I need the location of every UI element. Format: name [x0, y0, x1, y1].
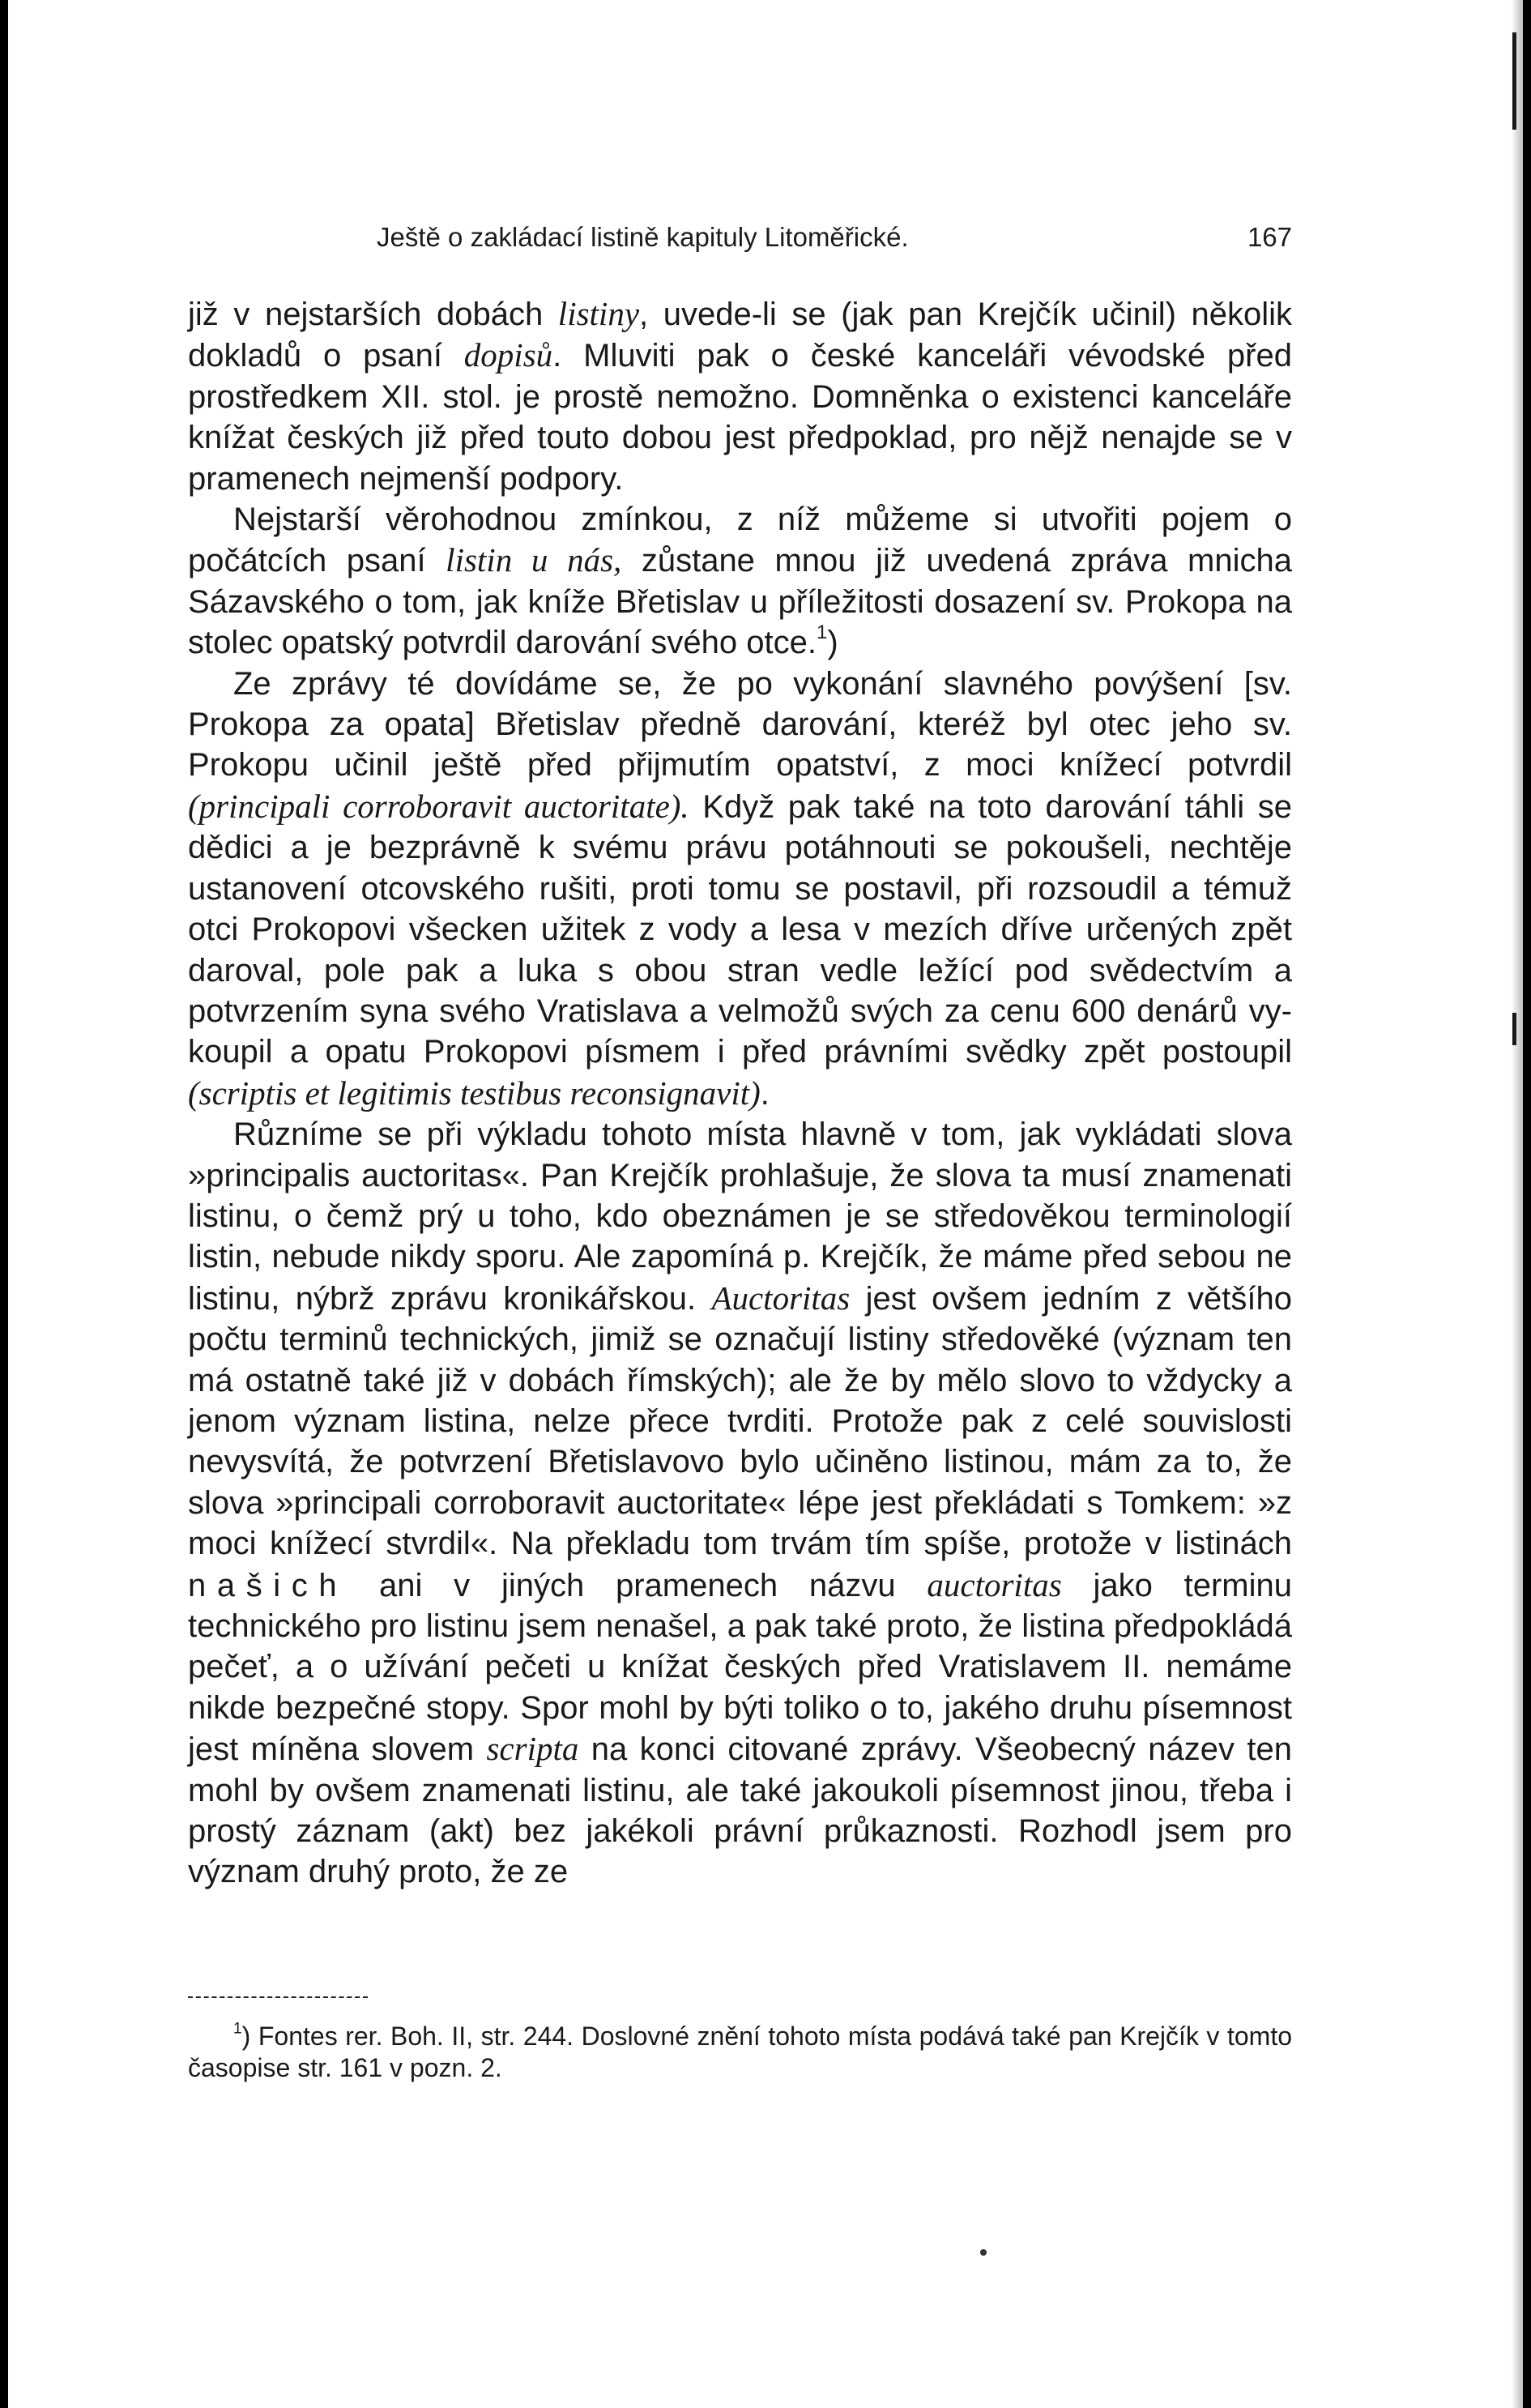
text-run: Když pak také na toto darování táhli se dědici a je bezprávně k svému právu potáhnouti se pokoušeli, nechtěje ustanovení otcovského rušiti, proti tomu se postavil, při rozsoudil a témuž otci Prokopovi všecken užitek z vody a lesa v mezích dříve určených zpět daroval, pole pak a luka s obou stran vedle ležící pod svědectvím a potvrzením syna svého Vratislava a velmožů svých za cenu 600 denárů vykoupil a opatu Prokopovi písmem i před právními svědky zpět postoupil	[188, 788, 1292, 1070]
italic-term: listiny	[557, 295, 640, 332]
text-run: ani v jiných pramenech názvu	[348, 1567, 928, 1603]
scan-edge-mark	[1512, 1013, 1516, 1045]
italic-term: listin u nás,	[446, 541, 622, 579]
main-text	[188, 293, 1292, 1893]
page-edge-shadow	[1512, 0, 1523, 2408]
scan-edge-mark	[1512, 32, 1516, 130]
latin-quotation: (scriptis et legitimis testibus reconsignavit)	[188, 1074, 761, 1112]
paragraph	[188, 1114, 1292, 1893]
italic-term: scripta	[486, 1730, 579, 1768]
text-run: jest ovšem jedním z většího počtu terminů technických, jimiž se označují listiny středověké (význam ten má ostatně také již v dobách římských); ale že by mělo slovo to vždycky a jenom význam listina, nelze přece tvrditi. Protože pak z celé souvislosti nevysvítá, že potvrzení Břetislavovo bylo učiněno listinou, mám za to, že slova »principali corroboravit auctoritate« lépe jest překládati s Tomkem: »z moci knížecí stvrdil«. Na překladu tom trvám tím spíše, protože v listinách	[188, 1280, 1292, 1562]
text-run: . Mluviti pak o české kanceláři vévodské před prostředkem XII. stol. je prostě nemožno. Domněnka o existenci kanceláře knížat českých již před touto dobou jest předpoklad, pro nějž nenajde se v pramenech nejmenší podpory.	[188, 338, 1292, 497]
text-run: Nejstarší věrohodnou zmínkou, z níž můžeme si utvořiti pojem o počátcích psaní	[188, 502, 1292, 579]
footnote-separator	[188, 1996, 368, 1998]
text-run: na konci citované zprávy. Všeobecný název ten mohl by ovšem znamenati listinu, ale také jakoukoli písemnost jinou, třeba i prostý záznam (akt) bez jakékoli právní průkaznosti. Rozhodl jsem pro význam druhý proto, že ze	[188, 1731, 1293, 1890]
italic-term: Auctoritas	[711, 1279, 851, 1317]
paragraph	[188, 293, 1292, 499]
text-run: zůstane mnou již uvedená zpráva mnicha Sázavského o tom, jak kníže Břetislav u příležitosti dosazení sv. Prokopa na stolec opatský potvrdil darování svého otce.	[188, 543, 1292, 661]
footnote-marker: 1	[233, 2020, 242, 2038]
footnotes	[188, 2021, 1292, 2084]
scan-speck	[980, 2249, 987, 2256]
footnote	[188, 2021, 1292, 2084]
paragraph	[188, 664, 1292, 1114]
latin-quotation: (principali corroboravit auctoritate).	[188, 787, 689, 825]
spaced-emphasis: našich	[188, 1567, 348, 1603]
text-run: )	[827, 625, 838, 661]
text-run: .	[760, 1075, 770, 1112]
paragraph	[188, 499, 1292, 664]
document-page	[8, 0, 1523, 2408]
running-header	[377, 222, 1292, 264]
text-run: , uvede-li se (jak pan Krejčík učinil) několik dokladů o psaní	[188, 297, 1293, 374]
italic-term: auctoritas	[927, 1565, 1062, 1603]
footnote-reference: 1	[816, 621, 828, 644]
text-run: jako terminu technického pro listinu jsem nenašel, a pak také proto, že listina předpokládá pečeť, a o užívání pečeti u knížat českých před Vratislavem II. nemáme nikde bezpečné stopy. Spor mohl by býti toliko o to, jakého druhu písemnost jest míněna slovem	[188, 1567, 1292, 1768]
italic-term: dopisů	[463, 336, 553, 374]
text-run: již v nejstarších dobách	[188, 297, 558, 332]
running-title: Ještě o zakládací listině kapituly Litoměřické.	[377, 222, 909, 252]
footnote-text: ) Fontes rer. Boh. II, str. 244. Doslovné znění tohoto místa podává také pan Krejčík v tomto časopise str. 161 v pozn. 2.	[188, 2022, 1292, 2082]
text-run: Ze zprávy té dovídáme se, že po vykonání slavného povýšení [sv. Prokopa za opata] Břetislav předně darování, kteréž byl otec jeho sv. Prokopu učinil ještě před přijmutím opatství, z moci knížecí potvrdil	[188, 665, 1292, 783]
page-number: 167	[1247, 222, 1292, 252]
text-run: Různíme se při výkladu tohoto místa hlavně v tom, jak vykládati slova »principalis auctoritas«. Pan Krejčík prohlašuje, že slova ta musí znamenati listinu, o čemž prý u toho, kdo obeznámen je se středověkou terminologií listin, nebude nikdy sporu. Ale zapomíná p. Krejčík, že máme před sebou ne listinu, nýbrž zprávu kronikářskou.	[188, 1116, 1292, 1317]
